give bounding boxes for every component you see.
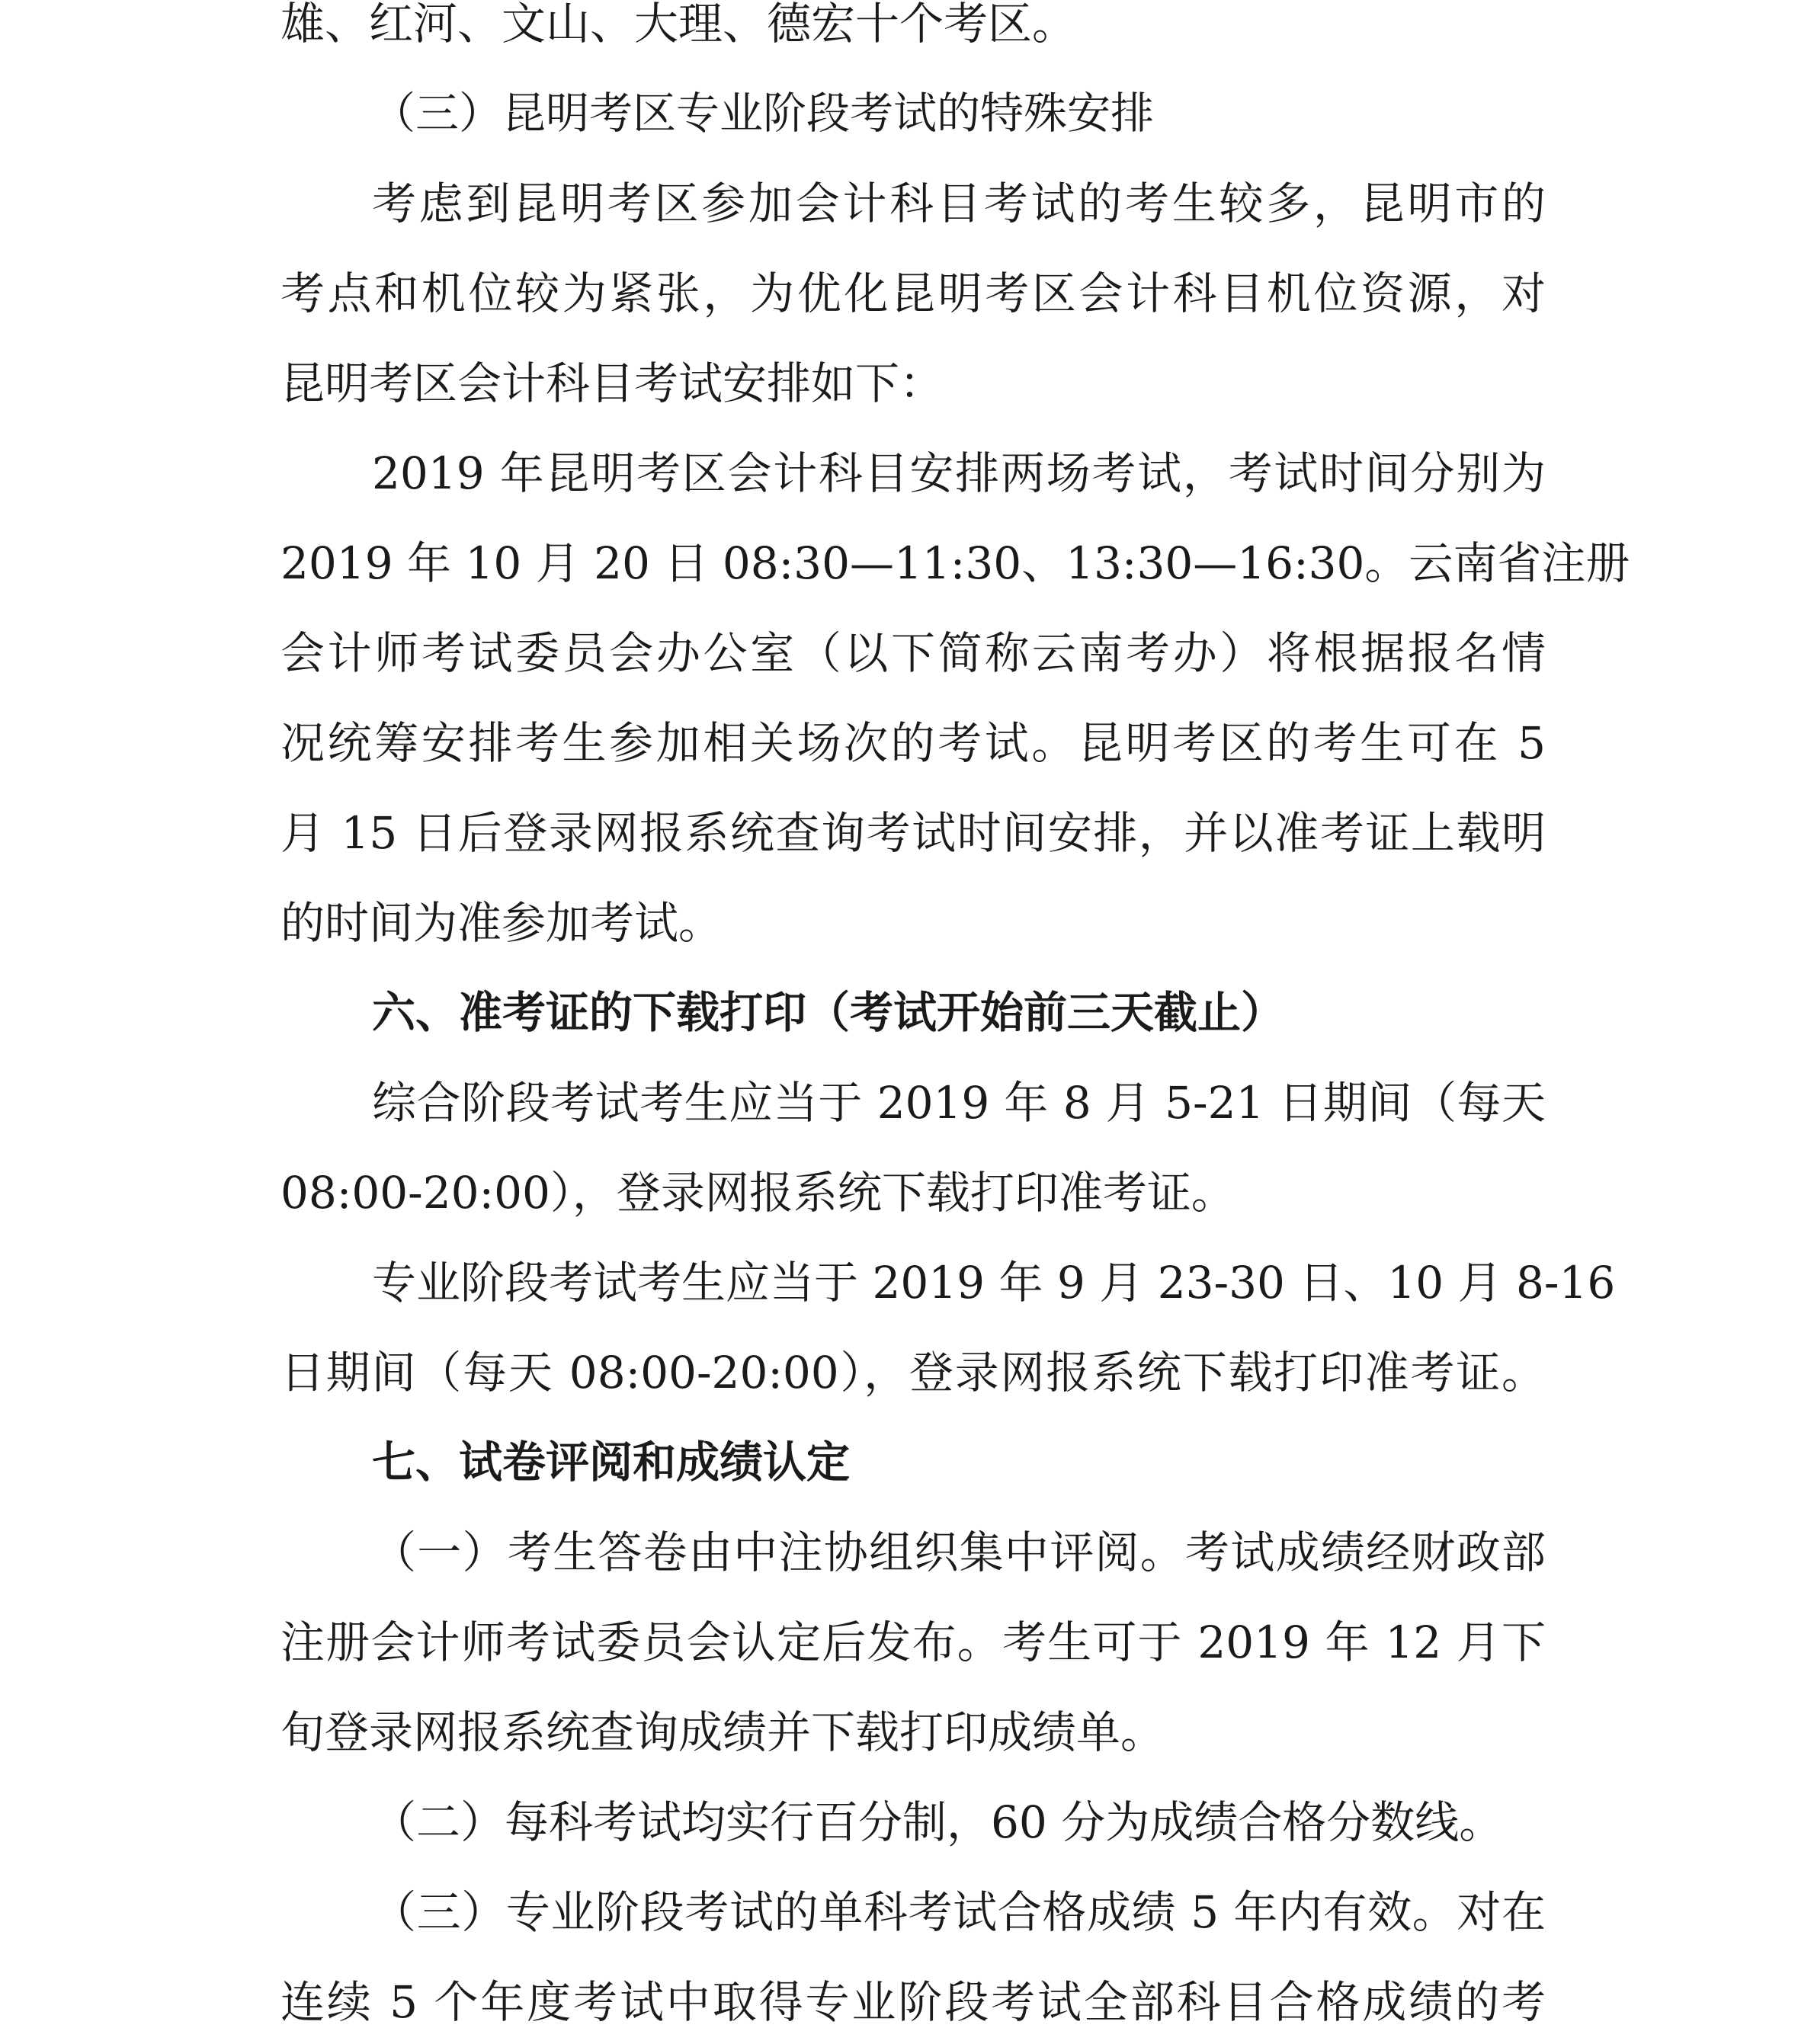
paragraph-line: （二）每科考试均实行百分制，60 分为成绩合格分数线。	[372, 1796, 1504, 1848]
paragraph-line: 昆明考区会计科目考试安排如下：	[280, 357, 944, 409]
paragraph-line: （三）专业阶段考试的单科考试合格成绩 5 年内有效。对在	[372, 1886, 1546, 1938]
section-heading: 七、试卷评阅和成绩认定	[372, 1437, 850, 1488]
paragraph-line: 考虑到昆明考区参加会计科目考试的考生较多，昆明市的	[372, 178, 1546, 229]
paragraph-line: 专业阶段考试考生应当于 2019 年 9 月 23-30 日、10 月 8-16	[372, 1257, 1616, 1309]
paragraph-line: 况统筹安排考生参加相关场次的考试。昆明考区的考生可在 5	[280, 717, 1546, 769]
paragraph-line: 注册会计师考试委员会认定后发布。考生可于 2019 年 12 月下	[280, 1616, 1546, 1668]
paragraph-line: （一）考生答卷由中注协组织集中评阅。考试成绩经财政部	[372, 1527, 1546, 1578]
paragraph-line: 2019 年昆明考区会计科目安排两场考试，考试时间分别为	[372, 447, 1546, 499]
paragraph-line: 考点和机位较为紧张，为优化昆明考区会计科目机位资源，对	[280, 268, 1546, 319]
section-heading: 六、准考证的下载打印（考试开始前三天截止）	[372, 988, 1284, 1038]
subsection-heading: （三）昆明考区专业阶段考试的特殊安排	[372, 88, 1154, 139]
paragraph-line: 连续 5 个年度考试中取得专业阶段考试全部科目合格成绩的考	[280, 1976, 1546, 2028]
paragraph-line: 日期间（每天 08:00-20:00），登录网报系统下载打印准考证。	[280, 1347, 1546, 1398]
paragraph-line: 会计师考试委员会办公室（以下简称云南考办）将根据报名情	[280, 627, 1546, 679]
paragraph-line: 的时间为准参加考试。	[280, 897, 723, 949]
paragraph-line: 2019 年 10 月 20 日 08:30—11:30、13:30—16:30。云南省注册	[280, 537, 1630, 589]
paragraph-line: 月 15 日后登录网报系统查询考试时间安排，并以准考证上载明	[280, 807, 1546, 859]
paragraph-line: 综合阶段考试考生应当于 2019 年 8 月 5-21 日期间（每天	[372, 1077, 1546, 1129]
paragraph-line: 08:00-20:00），登录网报系统下载打印准考证。	[280, 1167, 1236, 1219]
paragraph-line: 雄、红河、文山、大理、德宏十个考区。	[280, 0, 1077, 50]
paragraph-line: 旬登录网报系统查询成绩并下载打印成绩单。	[280, 1706, 1165, 1758]
